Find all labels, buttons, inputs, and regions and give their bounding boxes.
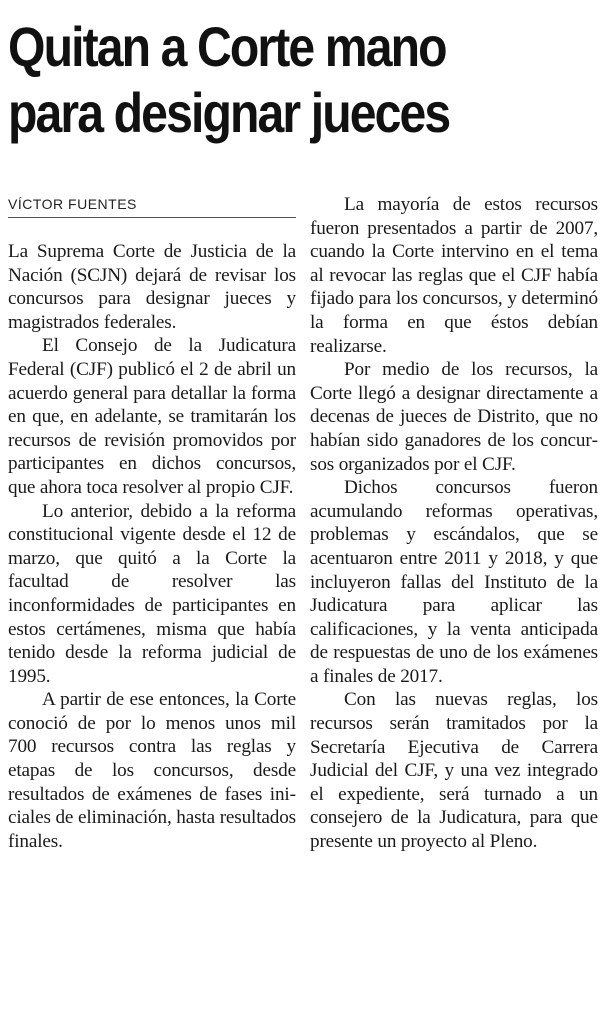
paragraph-nuevas-reglas: Con las nuevas reglas, los recursos serán tramitados por la Secretaría Ejecutiva de Carrera Judicial del CJF, y una vez integrado el expediente, será turnado a un consejero de la Judicatura, para que presente un proyecto al Pleno.: [310, 689, 598, 853]
byline: VÍCTOR FUENTES: [8, 196, 137, 212]
paragraph-reforma: Lo anterior, debido a la reforma constitucional vigente desde el 12 de marzo, que quitó a la Corte la facultad de resolver las inconformidades de participantes en estos certámenes, misma que había tenido desde la reforma judicial de 1995.: [8, 500, 296, 687]
paragraph-designaciones: Por medio de los recursos, la Corte llegó a designar directamente a decenas de jueces de Distrito, que no habían sido ganadores de los concursos organizados por el CJF.: [310, 359, 598, 475]
paragraph-escandalos: Dichos concursos fueron acumulando reformas operativas, problemas y escándalos, que se acentuaron entre 2011 y 2018, y que incluyeron fallas del Instituto de la Judicatura para aplicar las calificaciones, y la venta anticipada de respuestas de uno de los exámenes a finales de 2017.: [310, 477, 598, 687]
paragraph-mayoria: La mayoría de estos recursos fueron presentados a partir de 2007, cuando la Corte intervino en el tema al revocar las reglas que el CJF había fijado para los concursos, y determinó la forma en que éstos debían realizarse.: [310, 194, 598, 357]
paragraph-recursos-count: A partir de ese entonces, la Corte conoció de por lo menos unos mil 700 recursos contra las reglas y etapas de los concursos, desde resultados de exámenes de fases iniciales de eliminación, hasta resultados finales.: [8, 689, 296, 852]
paragraph-cjf-acuerdo: El Consejo de la Judicatura Federal (CJF) publicó el 2 de abril un acuerdo general para detallar la forma en que, en adelante, se tramitarán los recursos de revisión promovidos por participantes en dichos concursos, que ahora toca resolver al propio CJF.: [8, 335, 296, 498]
article-column-right: [310, 193, 598, 854]
article-column-left: [8, 240, 296, 853]
paragraph-intro: La Suprema Corte de Justicia de la Nación (SCJN) dejará de revisar los concursos para designar jueces y magistrados federales.: [8, 241, 296, 333]
headline: Quitan a Corte mano para designar jueces: [8, 15, 450, 144]
byline-rule: [8, 196, 296, 218]
